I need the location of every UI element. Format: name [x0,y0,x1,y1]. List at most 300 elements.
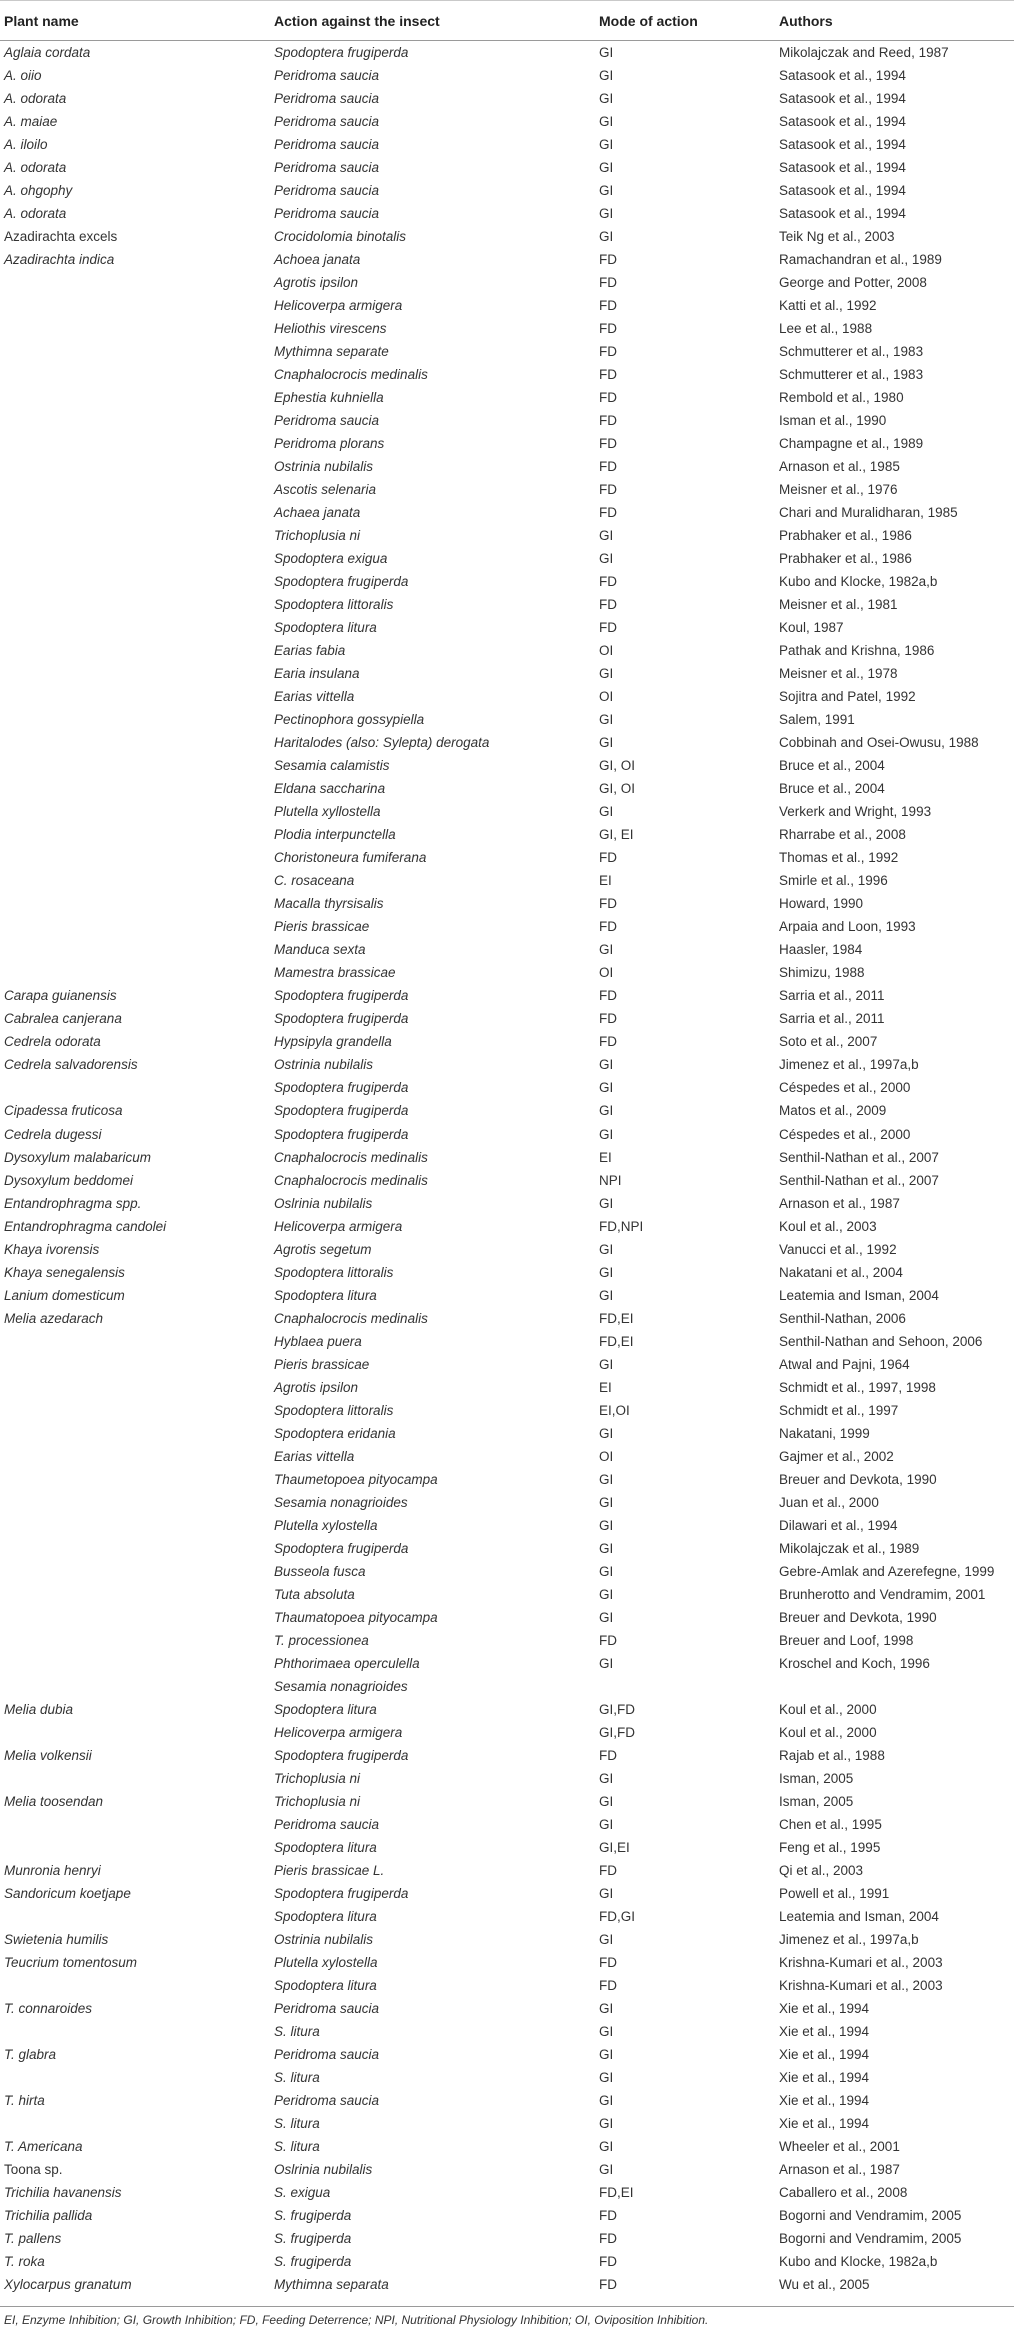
cell-plant-name [0,823,270,846]
cell-mode-of-action: GI [599,1241,614,1257]
cell-plant-name: A. odorata [4,90,67,106]
cell-mode-of-action: GI [599,734,614,750]
cell-plant-name [0,639,270,662]
cell-mode-of-action: GI [599,205,614,221]
cell-plant-name [0,1629,270,1652]
cell-insect: S. frugiperda [274,2207,352,2223]
table-row [0,984,1014,1007]
cell-insect: Hyblaea puera [274,1333,362,1349]
cell-mode-of-action: OI [599,1448,614,1464]
cell-plant-name [0,1675,270,1698]
cell-mode-of-action: FD [599,320,617,336]
cell-insect: Ascotis selenaria [274,481,377,497]
cell-mode-of-action: FD [599,1010,617,1026]
cell-authors: Juan et al., 2000 [779,1494,879,1510]
cell-mode-of-action: FD [599,596,617,612]
cell-mode-of-action: GI [599,44,614,60]
cell-authors: Koul et al., 2003 [779,1218,877,1234]
cell-insect: Spodoptera frugiperda [274,1747,409,1763]
cell-plant-name [0,524,270,547]
cell-mode-of-action: GI [599,1494,614,1510]
cell-insect: Spodoptera frugiperda [274,1126,409,1142]
cell-plant-name: Cedrela odorata [4,1033,101,1049]
cell-plant-name [0,363,270,386]
cell-plant-name [0,708,270,731]
cell-authors: Jimenez et al., 1997a,b [779,1931,919,1947]
cell-insect: Spodoptera litura [274,1908,377,1924]
cell-mode-of-action: GI [599,2069,614,2085]
table-row [0,1007,1014,1030]
cell-plant-name [0,1422,270,1445]
cell-plant-name: Cipadessa fruticosa [4,1103,123,1118]
cell-insect: Helicoverpa armigera [274,297,403,313]
table-row [0,1675,1014,1698]
cell-plant-name: Swietenia humilis [4,1931,109,1947]
cell-authors: George and Potter, 2008 [779,274,927,290]
cell-mode-of-action: GI [599,1195,614,1211]
table-row [0,501,1014,524]
cell-plant-name [0,409,270,432]
table-row [0,915,1014,938]
cell-insect: T. processionea [274,1632,369,1648]
cell-plant-name [0,662,270,685]
cell-insect: Spodoptera litura [274,1839,377,1855]
cell-insect: Ostrinia nubilalis [274,458,374,474]
cell-authors: Breuer and Devkota, 1990 [779,1471,937,1487]
cell-mode-of-action: GI [599,1540,614,1556]
cell-insect: S. exigua [274,2184,331,2200]
cell-authors: Arnason et al., 1987 [779,1195,900,1211]
cell-plant-name: Azadirachta excels [4,228,118,244]
cell-mode-of-action: GI [599,550,614,566]
table-row [0,731,1014,754]
cell-authors: Schmutterer et al., 1983 [779,343,924,359]
cell-authors: Schmidt et al., 1997, 1998 [779,1379,936,1395]
cell-insect: Spodoptera exigua [274,550,388,566]
table-row [0,2020,1014,2043]
cell-insect: Macalla thyrsisalis [274,895,384,911]
cell-insect: Ostrinia nubilalis [274,1931,374,1947]
table-row [0,961,1014,984]
cell-authors: Chari and Muralidharan, 1985 [779,504,958,520]
cell-plant-name: Carapa guianensis [4,987,117,1003]
cell-authors: Smirle et al., 1996 [779,872,888,888]
table-row [0,1997,1014,2020]
table-row [0,87,1014,110]
cell-authors: Koul, 1987 [779,619,844,635]
table-row [0,1836,1014,1859]
cell-plant-name: Entandrophragma candolei [4,1218,167,1234]
cell-mode-of-action: GI [599,1287,614,1303]
cell-plant-name [0,731,270,754]
cell-mode-of-action: FD [599,412,617,428]
table-row [0,1123,1014,1146]
cell-insect: Spodoptera frugiperda [274,573,409,589]
cell-plant-name [0,501,270,524]
table-row [0,2112,1014,2135]
cell-plant-name [0,1905,270,1928]
cell-authors: Verkerk and Wright, 1993 [779,803,932,819]
table-row [0,1076,1014,1099]
table-row [0,1284,1014,1307]
cell-insect: C. rosaceana [274,872,355,888]
table-row [0,2273,1014,2296]
cell-insect: Achoea janata [274,251,361,267]
table-row [0,2135,1014,2158]
cell-authors: Isman, 2005 [779,1770,854,1786]
cell-insect: Peridroma saucia [274,2092,380,2108]
table-row [0,1422,1014,1445]
cell-mode-of-action: EI [599,1149,612,1165]
table-row [0,892,1014,915]
cell-authors: Xie et al., 1994 [779,2023,870,2039]
insect-name-synonym: Sylepta) derogata [382,734,490,750]
cell-plant-name: Azadirachta indica [4,251,115,267]
cell-insect: Mythimna separata [274,2276,389,2292]
cell-mode-of-action: GI [599,1471,614,1487]
cell-insect: Peridroma saucia [274,412,380,428]
cell-mode-of-action: GI [599,1816,614,1832]
cell-plant-name [0,1537,270,1560]
cell-mode-of-action: GI [599,67,614,83]
cell-authors: Satasook et al., 1994 [779,90,906,106]
table-row [0,1537,1014,1560]
cell-authors: Teik Ng et al., 2003 [779,228,895,244]
table-row [0,2204,1014,2227]
cell-authors: Nakatani et al., 2004 [779,1264,903,1280]
cell-plant-name: A. oiio [4,67,42,83]
cell-authors: Qi et al., 2003 [779,1862,864,1878]
cell-authors: Satasook et al., 1994 [779,205,906,221]
table-row [0,455,1014,478]
cell-plant-name [0,869,270,892]
cell-plant-name: Melia azedarach [4,1310,104,1326]
cell-plant-name: A. odorata [4,159,67,175]
cell-mode-of-action: GI [599,2115,614,2131]
table-row [0,1859,1014,1882]
cell-plant-name [0,1445,270,1468]
cell-authors: Wu et al., 2005 [779,2276,870,2292]
cell-mode-of-action: OI [599,688,614,704]
cell-mode-of-action: GI [599,2138,614,2154]
cell-authors: Feng et al., 1995 [779,1839,881,1855]
cell-authors: Salem, 1991 [779,711,855,727]
cell-insect [270,731,595,754]
cell-mode-of-action: FD [599,458,617,474]
cell-insect: Helicoverpa armigera [274,1724,403,1740]
footnote: EI, Enzyme Inhibition; GI, Growth Inhibition; FD, Feeding Deterrence; NPI, Nutritional Physiology Inhibition; OI, Oviposition Inhibition. [4,2313,709,2327]
cell-authors: Prabhaker et al., 1986 [779,550,912,566]
cell-plant-name [0,271,270,294]
cell-plant-name [0,685,270,708]
cell-plant-name [0,1652,270,1675]
table-row [0,869,1014,892]
cell-authors: Arnason et al., 1987 [779,2161,900,2177]
cell-insect: Oslrinia nubilalis [274,1195,373,1211]
cell-mode-of-action: GI, OI [599,757,636,773]
cell-authors: Gebre-Amlak and Azerefegne, 1999 [779,1563,995,1579]
cell-mode-of-action: GI [599,2023,614,2039]
cell-mode-of-action: FD [599,274,617,290]
cell-insect: Spodoptera litura [274,1287,377,1303]
cell-insect: Cnaphalocrocis medinalis [274,1149,428,1165]
table-row [0,1905,1014,1928]
cell-plant-name [0,570,270,593]
cell-insect: Peridroma saucia [274,182,380,198]
cell-insect: Earia insulana [274,665,360,681]
cell-mode-of-action: OI [599,964,614,980]
table-row [0,225,1014,248]
table-row [0,938,1014,961]
cell-plant-name [0,1468,270,1491]
cell-plant-name: Melia volkensii [4,1747,92,1763]
cell-plant-name [0,616,270,639]
table-row [0,1261,1014,1284]
table-row [0,1238,1014,1261]
cell-insect: Sesamia nonagrioides [274,1678,408,1694]
cell-authors: Vanucci et al., 1992 [779,1241,897,1257]
cell-insect: Peridroma saucia [274,1816,380,1832]
cell-authors: Breuer and Devkota, 1990 [779,1609,937,1625]
cell-plant-name [0,1560,270,1583]
table-row [0,1560,1014,1583]
cell-plant-name [0,1721,270,1744]
table-row [0,685,1014,708]
cell-authors: Dilawari et al., 1994 [779,1517,898,1533]
cell-mode-of-action: FD [599,1033,617,1049]
cell-insect: Peridroma saucia [274,136,380,152]
cell-mode-of-action: GI [599,1793,614,1809]
cell-mode-of-action: FD [599,435,617,451]
cell-mode-of-action: FD [599,366,617,382]
cell-mode-of-action: FD [599,918,617,934]
table-row [0,432,1014,455]
table-row [0,1951,1014,1974]
cell-authors: Nakatani, 1999 [779,1425,870,1441]
table-row [0,1721,1014,1744]
cell-mode-of-action: GI [599,2161,614,2177]
cell-mode-of-action: NPI [599,1172,622,1188]
cell-authors: Isman et al., 1990 [779,412,887,428]
cell-authors: Ramachandran et al., 1989 [779,251,942,267]
cell-insect: Ostrinia nubilalis [274,1056,374,1072]
table-row [0,593,1014,616]
cell-plant-name [0,478,270,501]
table-row [0,1767,1014,1790]
table-row [0,2043,1014,2066]
cell-insect: Spodoptera litura [274,619,377,635]
cell-authors: Matos et al., 2009 [779,1103,887,1118]
cell-authors: Soto et al., 2007 [779,1033,878,1049]
table-row [0,1099,1014,1123]
cell-authors: Jimenez et al., 1997a,b [779,1056,919,1072]
cell-plant-name [0,777,270,800]
cell-authors: Satasook et al., 1994 [779,136,906,152]
cell-mode-of-action: FD [599,481,617,497]
cell-authors: Kroschel and Koch, 1996 [779,1655,930,1671]
cell-authors: Rajab et al., 1988 [779,1747,885,1763]
cell-mode-of-action: GI [599,1517,614,1533]
cell-plant-name: T. glabra [4,2046,57,2062]
cell-plant-name: Cabralea canjerana [4,1010,122,1026]
cell-mode-of-action: GI [599,159,614,175]
cell-insect: Busseola fusca [274,1563,366,1579]
table-row [0,1030,1014,1053]
cell-insect: Cnaphalocrocis medinalis [274,1310,428,1326]
cell-mode-of-action: FD [599,297,617,313]
cell-mode-of-action: FD [599,1747,617,1763]
cell-authors: Atwal and Pajni, 1964 [779,1356,910,1372]
table-row [0,1928,1014,1951]
table-row [0,478,1014,501]
cell-authors: Isman, 2005 [779,1793,854,1809]
cell-insect: Sesamia nonagrioides [274,1494,408,1510]
cell-mode-of-action: FD [599,1862,617,1878]
cell-plant-name: Sandoricum koetjape [4,1885,131,1901]
cell-mode-of-action: GI [599,2092,614,2108]
cell-mode-of-action: FD [599,987,617,1003]
cell-authors: Koul et al., 2000 [779,1701,877,1717]
table-row [0,294,1014,317]
cell-authors: Mikolajczak and Reed, 1987 [779,44,949,60]
cell-mode-of-action: GI [599,1609,614,1625]
cell-mode-of-action: GI [599,1425,614,1441]
cell-insect: Peridroma saucia [274,159,380,175]
cell-authors: Breuer and Loof, 1998 [779,1632,914,1648]
cell-plant-name [0,754,270,777]
cell-authors: Senthil-Nathan et al., 2007 [779,1149,939,1165]
cell-plant-name [0,386,270,409]
table-row [0,110,1014,133]
cell-plant-name [0,1767,270,1790]
cell-insect: Manduca sexta [274,941,366,957]
cell-authors: Krishna-Kumari et al., 2003 [779,1977,943,1993]
table-body [0,41,1014,2296]
cell-plant-name [0,547,270,570]
cell-insect: S. frugiperda [274,2253,352,2269]
table-row [0,2089,1014,2112]
cell-insect: Pieris brassicae [274,918,370,934]
table-row [0,386,1014,409]
cell-authors: Howard, 1990 [779,895,864,911]
cell-insect: Phthorimaea operculella [274,1655,420,1671]
cell-mode-of-action: FD [599,849,617,865]
cell-insect: Trichoplusia ni [274,527,361,543]
cell-mode-of-action [595,1675,775,1698]
cell-insect: Pectinophora gossypiella [274,711,425,727]
table-row [0,570,1014,593]
cell-authors: Bogorni and Vendramim, 2005 [779,2207,962,2223]
insect-name-part: Haritalodes (also: [274,734,383,750]
cell-plant-name [0,1399,270,1422]
cell-mode-of-action: FD [599,1977,617,1993]
table-row [0,800,1014,823]
cell-authors: Meisner et al., 1981 [779,596,898,612]
cell-authors: Cobbinah and Osei-Owusu, 1988 [779,734,979,750]
cell-mode-of-action: GI [599,228,614,244]
cell-plant-name [0,892,270,915]
table-row [0,1790,1014,1813]
cell-plant-name: Lanium domesticum [4,1287,125,1303]
cell-authors: Xie et al., 1994 [779,2115,870,2131]
cell-insect: Thaumetopoea pityocampa [274,1471,438,1487]
cell-insect: Spodoptera frugiperda [274,1079,409,1095]
cell-insect: Mythimna separate [274,343,389,359]
cell-insect: Spodoptera frugiperda [274,1010,409,1026]
cell-insect: Tuta absoluta [274,1586,355,1602]
cell-insect: Trichoplusia ni [274,1793,361,1809]
cell-authors: Brunherotto and Vendramim, 2001 [779,1586,986,1602]
cell-authors [775,1675,1014,1698]
cell-mode-of-action: FD,EI [599,1310,634,1326]
cell-insect: Spodoptera littoralis [274,1264,394,1280]
cell-authors: Kubo and Klocke, 1982a,b [779,2253,938,2269]
table-row [0,1053,1014,1076]
cell-mode-of-action: FD [599,573,617,589]
cell-authors: Satasook et al., 1994 [779,182,906,198]
table-row [0,2181,1014,2204]
cell-plant-name [0,1076,270,1099]
cell-authors: Koul et al., 2000 [779,1724,877,1740]
cell-plant-name [0,1376,270,1399]
cell-insect: Peridroma saucia [274,2046,380,2062]
table-row [0,1307,1014,1330]
header-mode: Mode of action [595,1,775,41]
cell-insect: S. frugiperda [274,2230,352,2246]
cell-authors: Thomas et al., 1992 [779,849,899,865]
table-row [0,1376,1014,1399]
cell-insect: Peridroma saucia [274,205,380,221]
cell-plant-name [0,1330,270,1353]
cell-mode-of-action: GI [599,1563,614,1579]
table-row [0,64,1014,87]
table-row [0,2066,1014,2089]
cell-mode-of-action: FD [599,2207,617,2223]
cell-plant-name [0,317,270,340]
cell-authors: Xie et al., 1994 [779,2092,870,2108]
cell-mode-of-action: FD [599,2253,617,2269]
cell-insect: Spodoptera litura [274,1701,377,1717]
table-row [0,1583,1014,1606]
cell-mode-of-action: FD,GI [599,1908,635,1924]
cell-plant-name: Khaya senegalensis [4,1264,125,1280]
header-action: Action against the insect [270,1,595,41]
cell-insect: Earias vittella [274,688,355,704]
cell-plant-name: T. hirta [4,2092,45,2108]
cell-mode-of-action: GI [599,1770,614,1786]
table-row [0,2250,1014,2273]
cell-authors: Gajmer et al., 2002 [779,1448,894,1464]
table-row [0,1629,1014,1652]
cell-authors: Xie et al., 1994 [779,2069,870,2085]
cell-plant-name [0,938,270,961]
cell-mode-of-action: GI [599,941,614,957]
cell-plant-name: T. Americana [4,2138,83,2154]
cell-authors: Senthil-Nathan, 2006 [779,1310,906,1326]
cell-authors: Bruce et al., 2004 [779,757,885,773]
table-bottom-rule [0,2306,1014,2307]
cell-authors: Satasook et al., 1994 [779,113,906,129]
cell-plant-name: Melia toosendan [4,1793,104,1809]
table-row [0,2158,1014,2181]
cell-insect: Spodoptera frugiperda [274,1103,409,1118]
cell-insect: Plutella xylostella [274,1517,378,1533]
cell-authors: Schmidt et al., 1997 [779,1402,899,1418]
cell-mode-of-action: GI [599,1586,614,1602]
cell-plant-name [0,340,270,363]
table-row [0,156,1014,179]
cell-plant-name: T. roka [4,2253,45,2269]
